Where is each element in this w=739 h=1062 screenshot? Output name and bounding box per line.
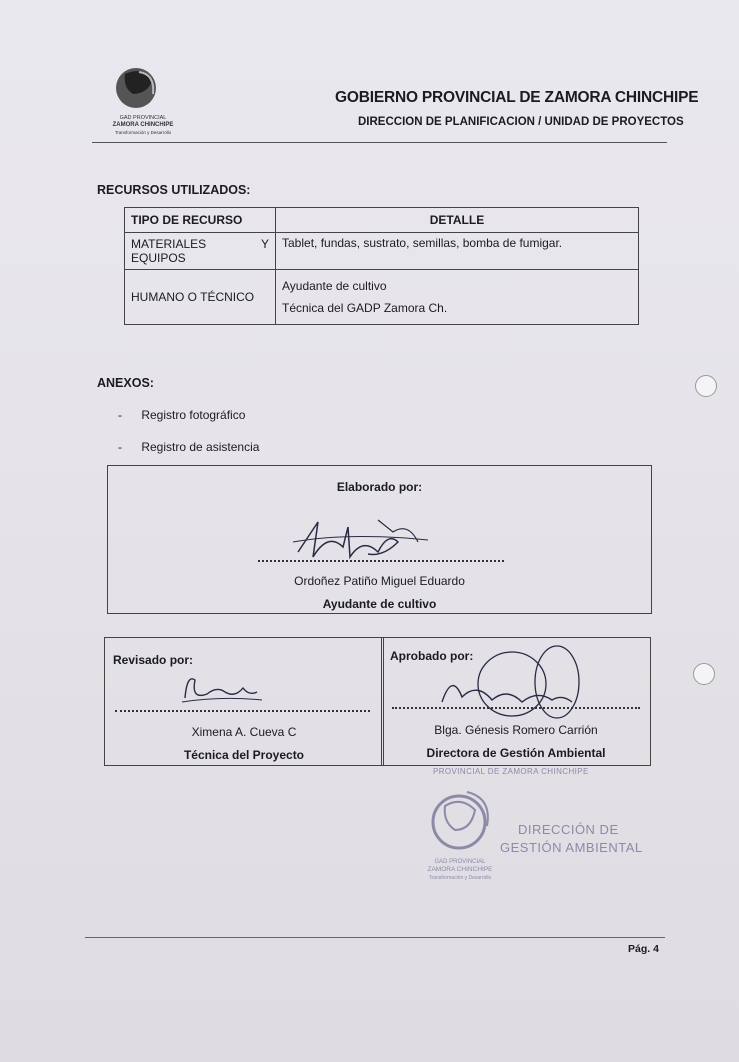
elaborado-label: Elaborado por: [336,480,423,494]
stamp-line-3: GESTIÓN AMBIENTAL [500,840,643,855]
signature-revisado-icon [177,668,267,708]
table-row [125,233,639,270]
aprobado-role: Directora de Gestión Ambiental [426,746,606,760]
page-number: Pág. 4 [628,943,659,955]
anexos-heading: ANEXOS: [97,376,154,390]
stamp-logo-text-2: ZAMORA CHINCHIPE [427,866,493,873]
stamp-line-1: PROVINCIAL DE ZAMORA CHINCHIPE [433,767,589,776]
anexo-label: Registro de asistencia [141,440,260,454]
elaborado-box [107,465,652,614]
official-stamp [405,782,645,892]
tipo-cell: MATERIALES Y EQUIPOS [125,233,276,270]
revisado-role: Técnica del Proyecto [183,748,305,762]
detalle-cell [276,270,639,325]
stamp-globe-icon [417,782,507,860]
logo-text-3: Transformación y Desarrollo [114,130,172,135]
logo-text-2: ZAMORA CHINCHIPE [112,122,174,128]
bullet-dash: - [118,408,122,422]
col-tipo-header: TIPO DE RECURSO [125,208,276,233]
signature-line [115,710,370,712]
page-title: GOBIERNO PROVINCIAL DE ZAMORA CHINCHIPE [335,89,699,106]
binder-hole [695,375,717,397]
col-detalle-header: DETALLE [276,208,639,233]
table-header-row [125,208,639,233]
recursos-heading: RECURSOS UTILIZADOS: [97,183,251,197]
revisado-label: Revisado por: [113,653,194,667]
page-subtitle: DIRECCION DE PLANIFICACION / UNIDAD DE PROYECTOS [358,116,684,128]
signature-elaborado-icon [288,512,438,572]
table-row [125,270,639,325]
detalle-line: Técnica del GADP Zamora Ch. [282,301,448,315]
stamp-line-2: DIRECCIÓN DE [518,822,619,837]
elaborado-name: Ordoñez Patiño Miguel Eduardo [294,574,465,588]
revisado-box [104,637,384,766]
stamp-logo-text-1: GAD PROVINCIAL [434,859,486,865]
bullet-dash: - [118,440,122,454]
anexo-label: Registro fotográfico [141,408,246,422]
revisado-name: Ximena A. Cueva C [191,725,297,739]
aprobado-name: Blga. Génesis Romero Carrión [434,723,598,737]
signature-aprobado-icon [432,642,592,726]
recursos-table [124,207,639,325]
logo-text-1: GAD PROVINCIAL [119,115,167,121]
elaborado-role: Ayudante de cultivo [322,597,437,611]
signature-line [258,560,504,562]
aprobado-label: Aprobado por: [390,649,474,663]
binder-hole [693,663,715,685]
list-item [118,440,259,454]
tipo-cell: HUMANO O TÉCNICO [125,270,276,325]
header-divider [92,142,667,143]
stamp-logo-text-3: Transformación y Desarrollo [428,875,492,881]
detalle-cell: Tablet, fundas, sustrato, semillas, bomba de fumigar. [276,233,639,270]
detalle-line: Ayudante de cultivo [282,279,387,293]
globe-logo-icon [103,64,183,110]
header-logo [103,64,183,136]
list-item [118,408,245,422]
signature-line [392,707,640,709]
footer-divider [85,937,665,938]
aprobado-box [381,637,651,766]
